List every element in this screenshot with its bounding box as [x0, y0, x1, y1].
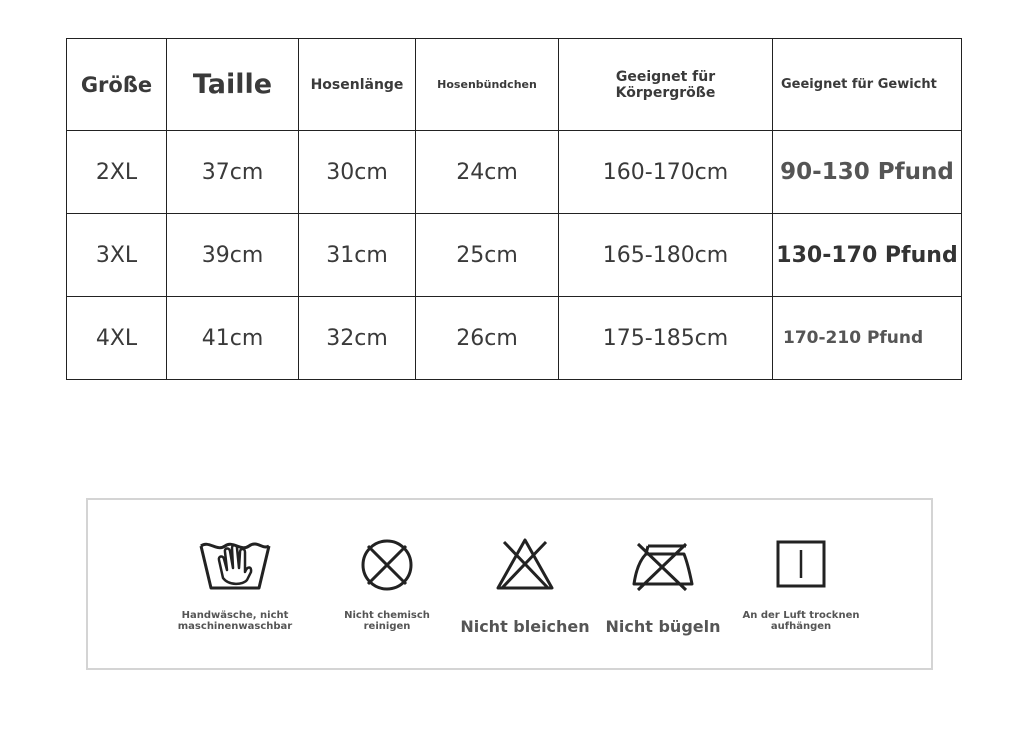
care-label: An der Luft trocknen aufhängen [742, 610, 860, 632]
cell-weight: 90-130 Pfund [773, 131, 962, 214]
cell-cuff: 24cm [416, 131, 559, 214]
cell-waist: 41cm [167, 297, 299, 380]
cell-weight: 130-170 Pfund [773, 214, 962, 297]
table-header-row [67, 39, 962, 131]
cell-height: 165-180cm [559, 214, 773, 297]
care-label: Nicht chemisch reinigen [344, 610, 430, 632]
cell-length: 32cm [299, 297, 416, 380]
line-dry-icon [773, 530, 829, 592]
care-item-no-bleach [450, 530, 600, 636]
cell-cuff: 26cm [416, 297, 559, 380]
care-item-line-dry [726, 530, 876, 632]
care-item-hand-wash [160, 530, 310, 632]
cell-waist: 39cm [167, 214, 299, 297]
header-cuff: Hosenbündchen [416, 39, 559, 131]
no-bleach-icon [492, 530, 558, 592]
cell-height: 160-170cm [559, 131, 773, 214]
cell-size: 2XL [67, 131, 167, 214]
care-item-no-dry-clean [312, 530, 462, 632]
no-dry-clean-icon [356, 530, 418, 592]
care-instructions-panel [86, 498, 933, 670]
header-weight: Geeignet für Gewicht [773, 39, 962, 131]
care-label: Nicht bügeln [605, 617, 721, 636]
header-size: Größe [67, 39, 167, 131]
care-label: Handwäsche, nicht maschinenwaschbar [177, 610, 293, 632]
no-iron-icon [628, 530, 698, 592]
cell-size: 4XL [67, 297, 167, 380]
table-row [67, 214, 962, 297]
cell-height: 175-185cm [559, 297, 773, 380]
header-waist: Taille [167, 39, 299, 131]
table-row [67, 131, 962, 214]
size-chart-table [66, 38, 962, 380]
cell-length: 30cm [299, 131, 416, 214]
table-row [67, 297, 962, 380]
cell-weight: 170-210 Pfund [773, 297, 962, 380]
hand-wash-icon [197, 530, 273, 592]
header-height: Geeignet für Körpergröße [559, 39, 773, 131]
cell-waist: 37cm [167, 131, 299, 214]
header-length: Hosenlänge [299, 39, 416, 131]
cell-length: 31cm [299, 214, 416, 297]
care-label: Nicht bleichen [460, 617, 590, 636]
cell-cuff: 25cm [416, 214, 559, 297]
care-item-no-iron [588, 530, 738, 636]
cell-size: 3XL [67, 214, 167, 297]
